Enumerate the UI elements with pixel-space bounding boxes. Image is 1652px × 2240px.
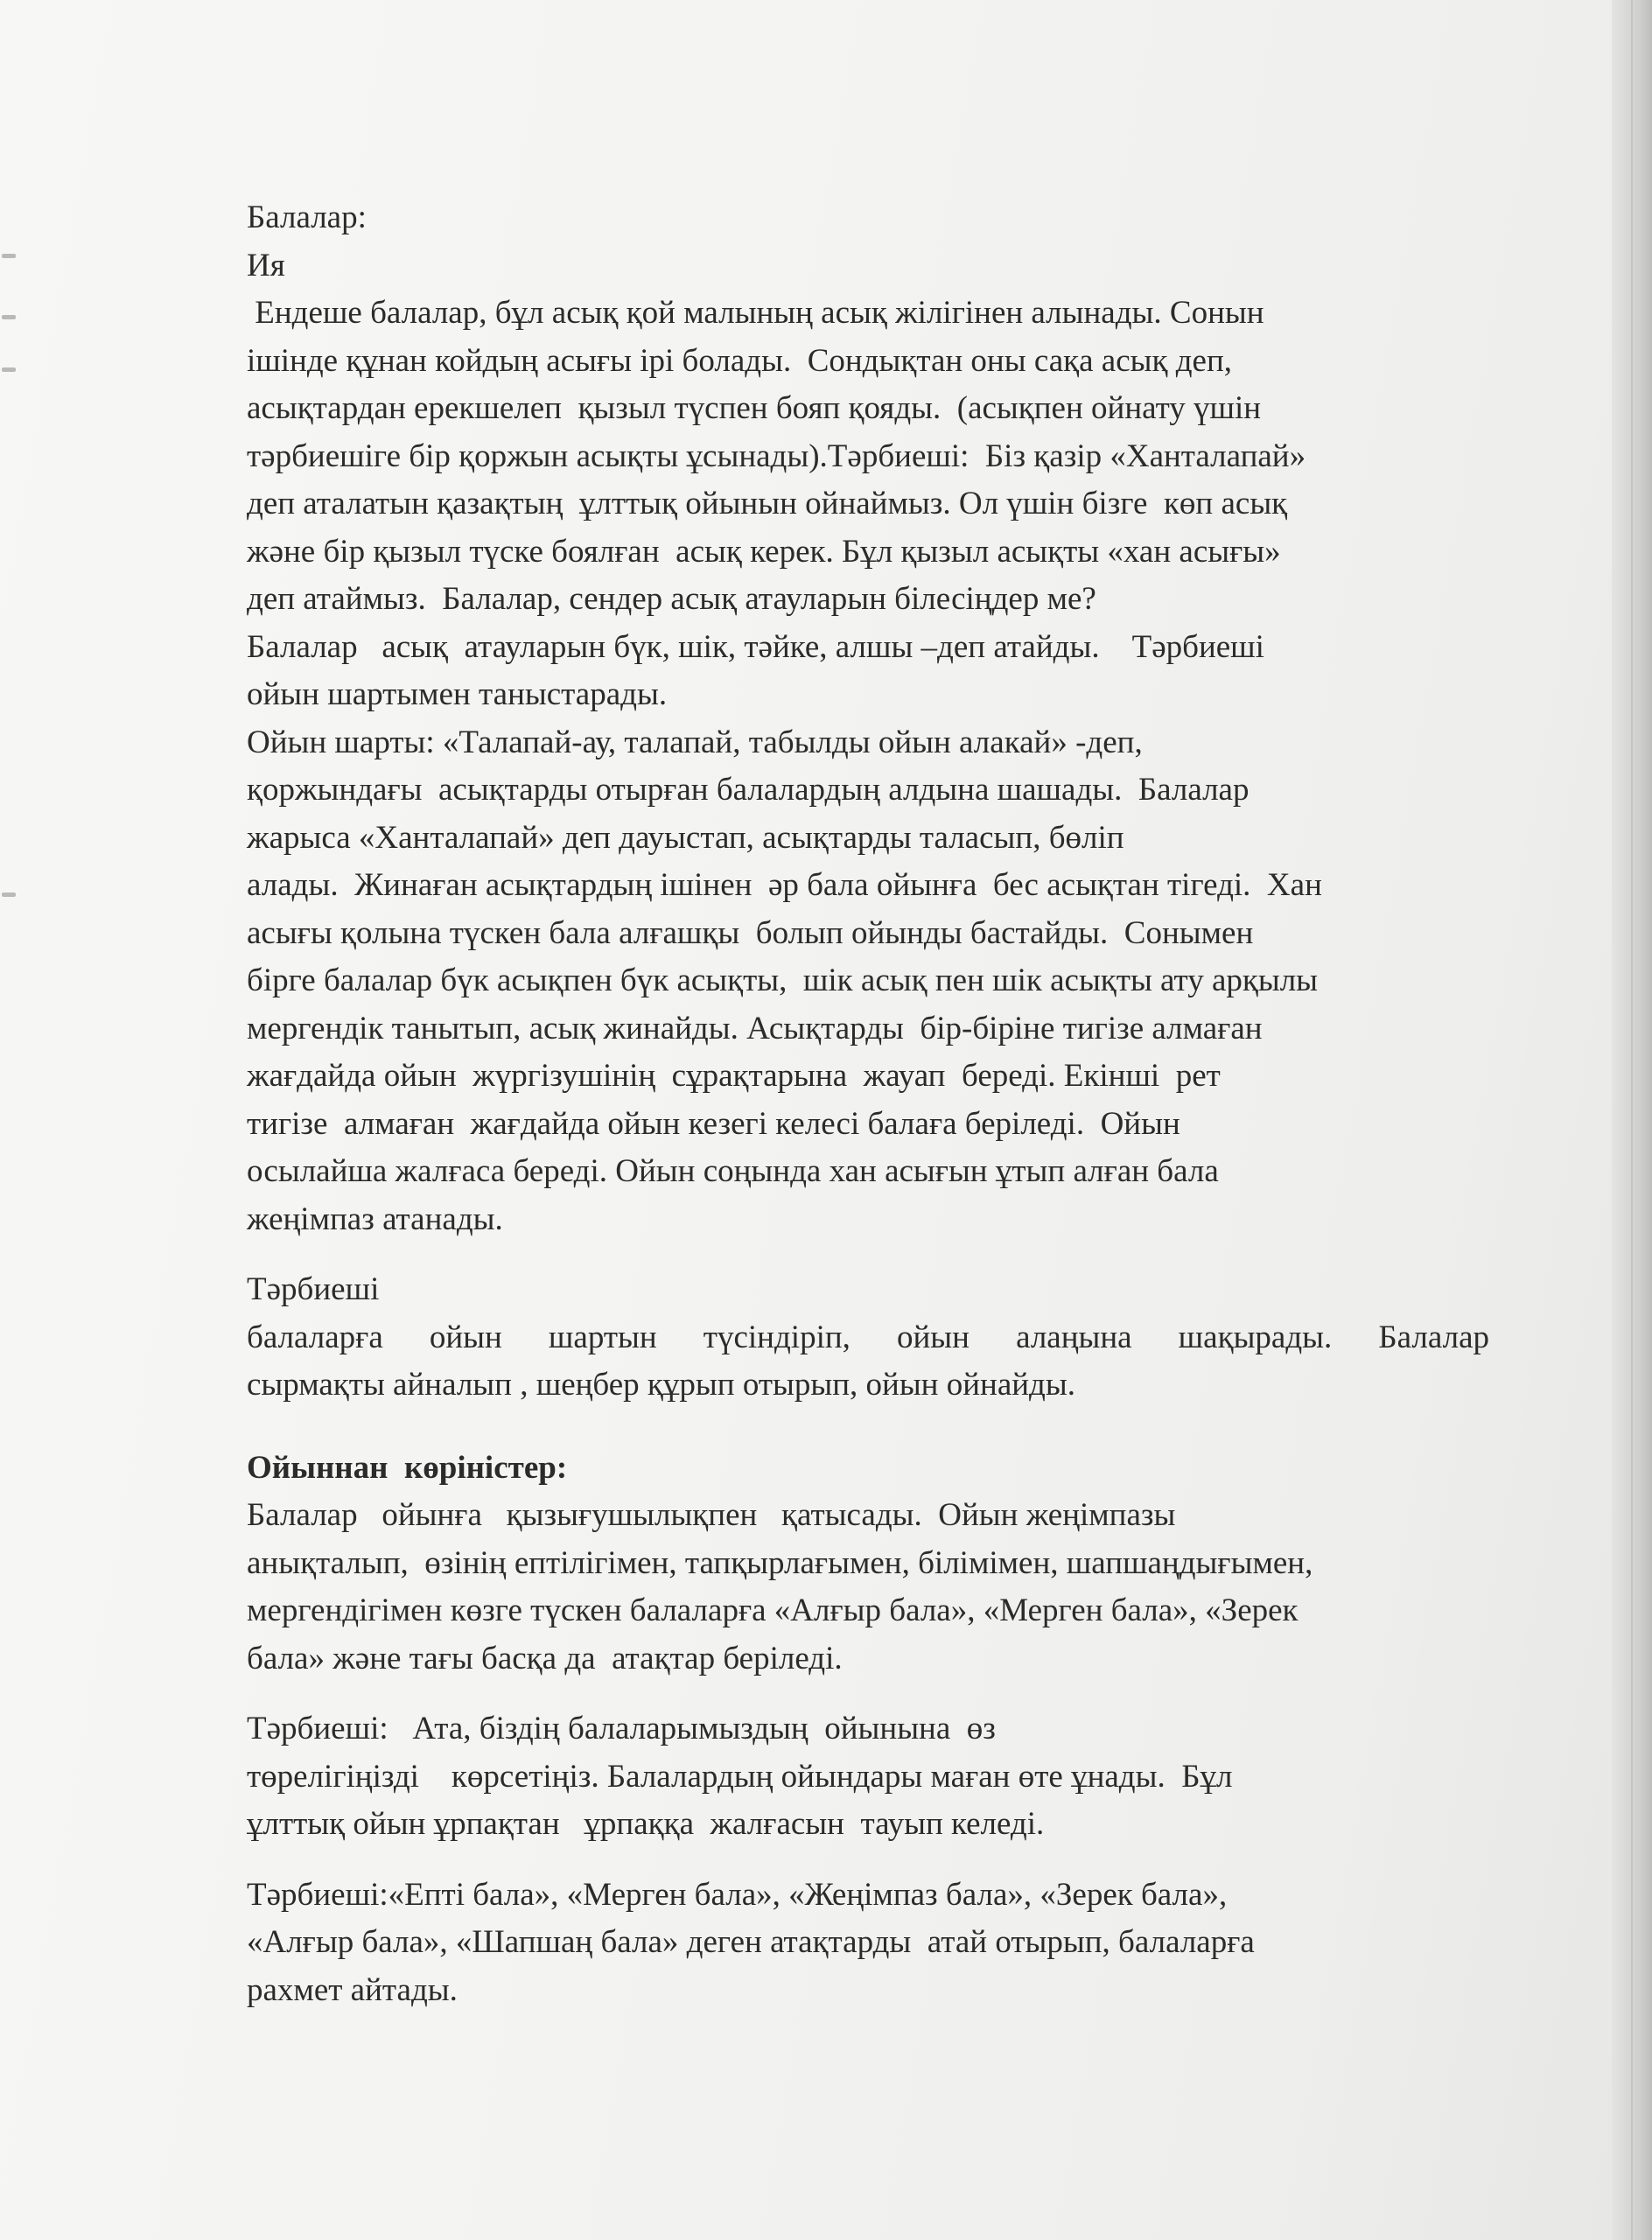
paper-edge-mark xyxy=(2,368,16,372)
text-line: Балалар ойынға қызығушылықпен қатысады. Ойын жеңімпазы xyxy=(247,1497,1176,1533)
paper-edge-mark xyxy=(2,315,16,319)
text-line: Ойын шарты: «Талапай-ау, талапай, табылды ойын алакай» -деп, xyxy=(247,724,1143,760)
text-line: асығы қолына түскен бала алғашқы болып ойынды бастайды. Сонымен xyxy=(247,914,1254,951)
text-line: тәрбиешіге бір қоржын асықты ұсынады).Тәрбиеші: Біз қазір «Ханталапай» xyxy=(247,438,1306,474)
text-line: ұлттық ойын ұрпақтан ұрпаққа жалғасын тауып келеді. xyxy=(247,1806,1045,1842)
text-line: анықталып, өзінің ептілігімен, тапқырлағымен, білімімен, шапшаңдығымен, xyxy=(247,1544,1313,1581)
text-line: сырмақты айналып , шеңбер құрып отырып, ойын ойнайды. xyxy=(247,1367,1075,1403)
paragraph-gap xyxy=(247,1849,1489,1872)
paragraph-gap xyxy=(247,1683,1489,1705)
text-line: қоржындағы асықтарды отырған балалардың алдына шашады. Балалар xyxy=(247,772,1250,808)
text-line: жағдайда ойын жүргізушінің сұрақтарына жауап береді. Екінші рет xyxy=(247,1058,1221,1094)
text-line: рахмет айтады. xyxy=(247,1971,458,2008)
text-line: Тәрбиеші:«Епті бала», «Мерген бала», «Жеңімпаз бала», «Зерек бала», xyxy=(247,1876,1228,1913)
text-line: мергендігімен көзге түскен балаларға «Алғыр бала», «Мерген бала», «Зерек xyxy=(247,1592,1298,1628)
text-line: Тәрбиеші xyxy=(247,1271,380,1307)
section-heading: Ойыннан көріністер: xyxy=(247,1449,568,1486)
text-line: Тәрбиеші: Ата, біздің балаларымыздың ойынына өз xyxy=(247,1711,996,1746)
paragraph-gap xyxy=(247,1410,1489,1445)
text-line: осылайша жалғаса береді. Ойын соңында хан асығын ұтып алған бала xyxy=(247,1153,1219,1189)
text-line: деп аталатын қазақтың ұлттық ойынын ойнаймыз. Ол үшін бізге көп асық xyxy=(247,486,1288,522)
text-line: бірге балалар бүк асықпен бүк асықты, шік асық пен шік асықты ату арқылы xyxy=(247,962,1319,998)
text-line: жеңімпаз атанады. xyxy=(247,1200,503,1237)
text-line: асықтардан ерекшелеп қызыл түспен бояп қояды. (асықпен ойнату үшін xyxy=(247,390,1262,426)
text-line: ойын шартымен таныстарады. xyxy=(247,676,668,712)
paper-edge-mark xyxy=(2,892,16,897)
text-line: Балалар асық атауларын бүк, шік, тәйке, алшы –деп атайды. Тәрбиеші xyxy=(247,628,1264,665)
text-line: ішінде құнан койдың асығы ірі болады. Сондықтан оны сақа асық деп, xyxy=(247,342,1233,379)
text-line: және бір қызыл түске боялған асық керек. Бұл қызыл асықты «хан асығы» xyxy=(247,533,1281,570)
text-line: Балалар: xyxy=(247,200,367,235)
text-line: деп атаймыз. Балалар, сендер асық атауларын білесіңдер ме? xyxy=(247,581,1096,617)
paragraph-gap xyxy=(247,1243,1489,1266)
paper-right-edge-line xyxy=(1631,0,1633,2240)
text-line: төрелігіңізді көрсетіңіз. Балалардың ойындары маған өте ұнады. Бұл xyxy=(247,1758,1233,1795)
text-line: алады. Жинаған асықтардың ішінен әр бала ойынға бес асықтан тігеді. Хан xyxy=(247,867,1322,903)
text-line: тигізе алмаған жағдайда ойын кезегі келесі балаға беріледі. Ойын xyxy=(247,1105,1180,1142)
text-line: жарыса «Ханталапай» деп дауыстап, асықтарды таласып, бөліп xyxy=(247,819,1124,856)
text-line: Ия xyxy=(247,247,285,284)
text-line: «Алғыр бала», «Шапшаң бала» деген атақтарды атай отырып, балаларға xyxy=(247,1924,1255,1960)
text-line: бала» және тағы басқа да атақтар беріледі. xyxy=(247,1640,843,1676)
paper-edge-mark xyxy=(2,254,16,258)
text-line: балаларға ойын шартын түсіндіріп, ойын алаңына шақырады. Балалар xyxy=(247,1319,1489,1355)
text-line: Ендеше балалар, бұл асық қой малының асық жілігінен алынады. Сонын xyxy=(247,295,1264,331)
text-line: мергендік танытып, асық жинайды. Асықтарды бір-біріне тигізе алмаған xyxy=(247,1010,1263,1046)
document-body xyxy=(247,194,1489,2014)
